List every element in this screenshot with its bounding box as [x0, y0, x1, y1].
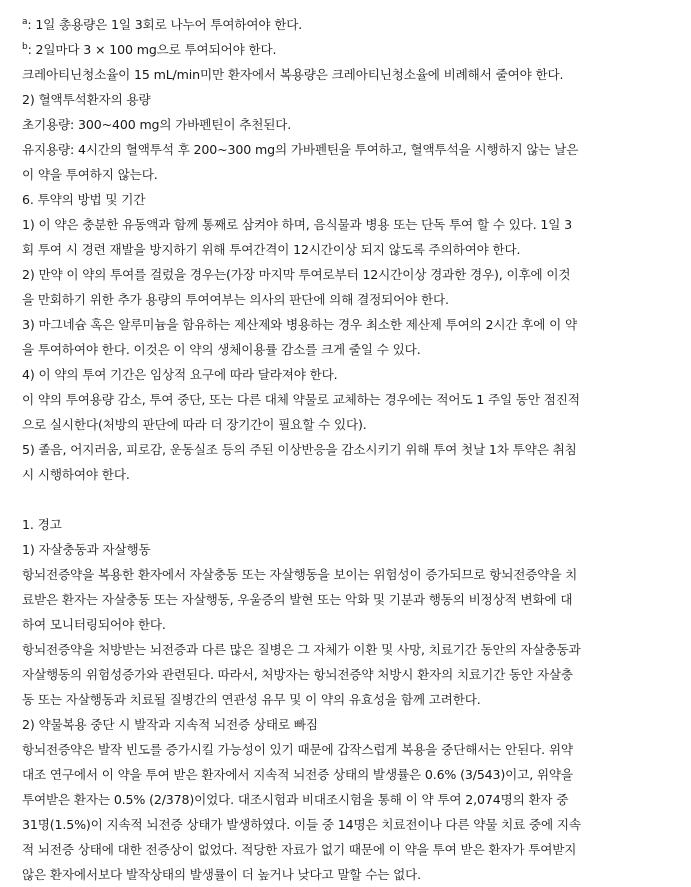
text-line: 항뇌전증약을 처방받는 뇌전증과 다른 많은 질병은 그 자체가 이환 및 사망, 치료기간 동안의 자살충동과 — [22, 642, 581, 657]
text-line: 초기용량: 300~400 mg의 가바펜틴이 추천된다. — [22, 117, 292, 132]
footnote-b-mark: b — [22, 42, 28, 52]
text-line: 크레아티닌청소율이 15 mL/min미만 환자에서 복용량은 크레아티닌청소율에 비례해서 줄여야 한다. — [22, 67, 564, 82]
text-line: 시 시행하여야 한다. — [22, 467, 130, 482]
text-line-cut: 않은 환자에서보다 발작상태의 발생률이 더 높거나 낮다고 말할 수는 없다. — [22, 867, 421, 882]
text-line: 4) 이 약의 투여 기간은 임상적 요구에 따라 달라져야 한다. — [22, 367, 338, 382]
footnote-b — [22, 37, 682, 62]
footnote-a — [22, 12, 682, 37]
text-line: 6. 투약의 방법 및 기간 — [22, 192, 146, 207]
text-line: 2) 약물복용 중단 시 발작과 지속적 뇌전증 상태로 빠짐 — [22, 717, 318, 732]
text-line: 3) 마그네슘 혹은 알루미늄을 함유하는 제산제와 병용하는 경우 최소한 제산제 투여의 2시간 후에 이 약 — [22, 317, 578, 332]
text-line: 31명(1.5%)이 지속적 뇌전증 상태가 발생하였다. 이들 중 14명은 치료전이나 다른 약물 치료 중에 지속 — [22, 817, 581, 832]
text-line: 자살행동의 위험성증가와 관련된다. 따라서, 처방자는 항뇌전증약 처방시 환자의 치료기간 동안 자살충 — [22, 667, 573, 682]
document-body — [22, 12, 682, 882]
footnote-a-mark: a — [22, 17, 28, 27]
text-line: 항뇌전증약은 발작 빈도를 증가시킬 가능성이 있기 때문에 갑작스럽게 복용을 중단해서는 안된다. 위약 — [22, 742, 573, 757]
text-line: 항뇌전증약을 복용한 환자에서 자살충동 또는 자살행동을 보이는 위험성이 증가되므로 항뇌전증약을 치 — [22, 567, 578, 582]
text-line: 을 만회하기 위한 추가 용량의 투여여부는 의사의 판단에 의해 결정되어야 한다. — [22, 292, 449, 307]
text-line: 투여받은 환자는 0.5% (2/378)이었다. 대조시험과 비대조시험을 통해 이 약 투여 2,074명의 환자 중 — [22, 792, 569, 807]
text-line: 1) 자살충동과 자살행동 — [22, 542, 151, 557]
text-line: 으로 실시한다(처방의 판단에 따라 더 장기간이 필요할 수 있다). — [22, 417, 367, 432]
footnote-b-text: : 2일마다 3 × 100 mg으로 투여되어야 한다. — [27, 42, 277, 57]
text-line: 1) 이 약은 충분한 유동액과 함께 통째로 삼켜야 하며, 음식물과 병용 또는 단독 투여 할 수 있다. 1일 3 — [22, 217, 572, 232]
text-line: 2) 혈액투석환자의 용량 — [22, 92, 151, 107]
text-line: 5) 졸음, 어지러움, 피로감, 운동실조 등의 주된 이상반응을 감소시키기 위해 투여 첫날 1차 투약은 취침 — [22, 442, 577, 457]
text-line: 2) 만약 이 약의 투여를 걸렀을 경우는(가장 마지막 투여로부터 12시간이상 경과한 경우), 이후에 이것 — [22, 267, 571, 282]
text-line: 을 투여하여야 한다. 이것은 이 약의 생체이용률 감소를 크게 줄일 수 있다. — [22, 342, 421, 357]
text-line: 동 또는 자살행동과 치료될 질병간의 연관성 유무 및 이 약의 유효성을 함께 고려한다. — [22, 692, 481, 707]
text-line: 하여 모니터링되어야 한다. — [22, 617, 166, 632]
text-line: 유지용량: 4시간의 혈액투석 후 200~300 mg의 가바펜틴을 투여하고, 혈액투석을 시행하지 않는 날은 — [22, 142, 579, 157]
text-lines — [22, 62, 682, 862]
text-line: 이 약을 투여하지 않는다. — [22, 167, 158, 182]
text-line: 적 뇌전증 상태에 대한 전증상이 없었다. 적당한 자료가 없기 때문에 이 약을 투여 받은 환자가 투여받지 — [22, 842, 577, 857]
text-line: 회 투여 시 경련 재발을 방지하기 위해 투여간격이 12시간이상 되지 않도록 주의하여야 한다. — [22, 242, 521, 257]
text-line: 대조 연구에서 이 약을 투여 받은 환자에서 지속적 뇌전증 상태의 발생률은 0.6% (3/543)이고, 위약을 — [22, 767, 573, 782]
text-line: 료받은 환자는 자살충동 또는 자살행동, 우울증의 발현 또는 악화 및 기분과 행동의 비정상적 변화에 대 — [22, 592, 573, 607]
text-line: 이 약의 투여용량 감소, 투여 중단, 또는 다른 대체 약물로 교체하는 경우에는 적어도 1 주일 동안 점진적 — [22, 392, 580, 407]
blank-line — [22, 487, 682, 512]
text-line: 1. 경고 — [22, 517, 62, 532]
footnote-a-text: : 1일 총용량은 1일 3회로 나누어 투여하여야 한다. — [27, 17, 303, 32]
